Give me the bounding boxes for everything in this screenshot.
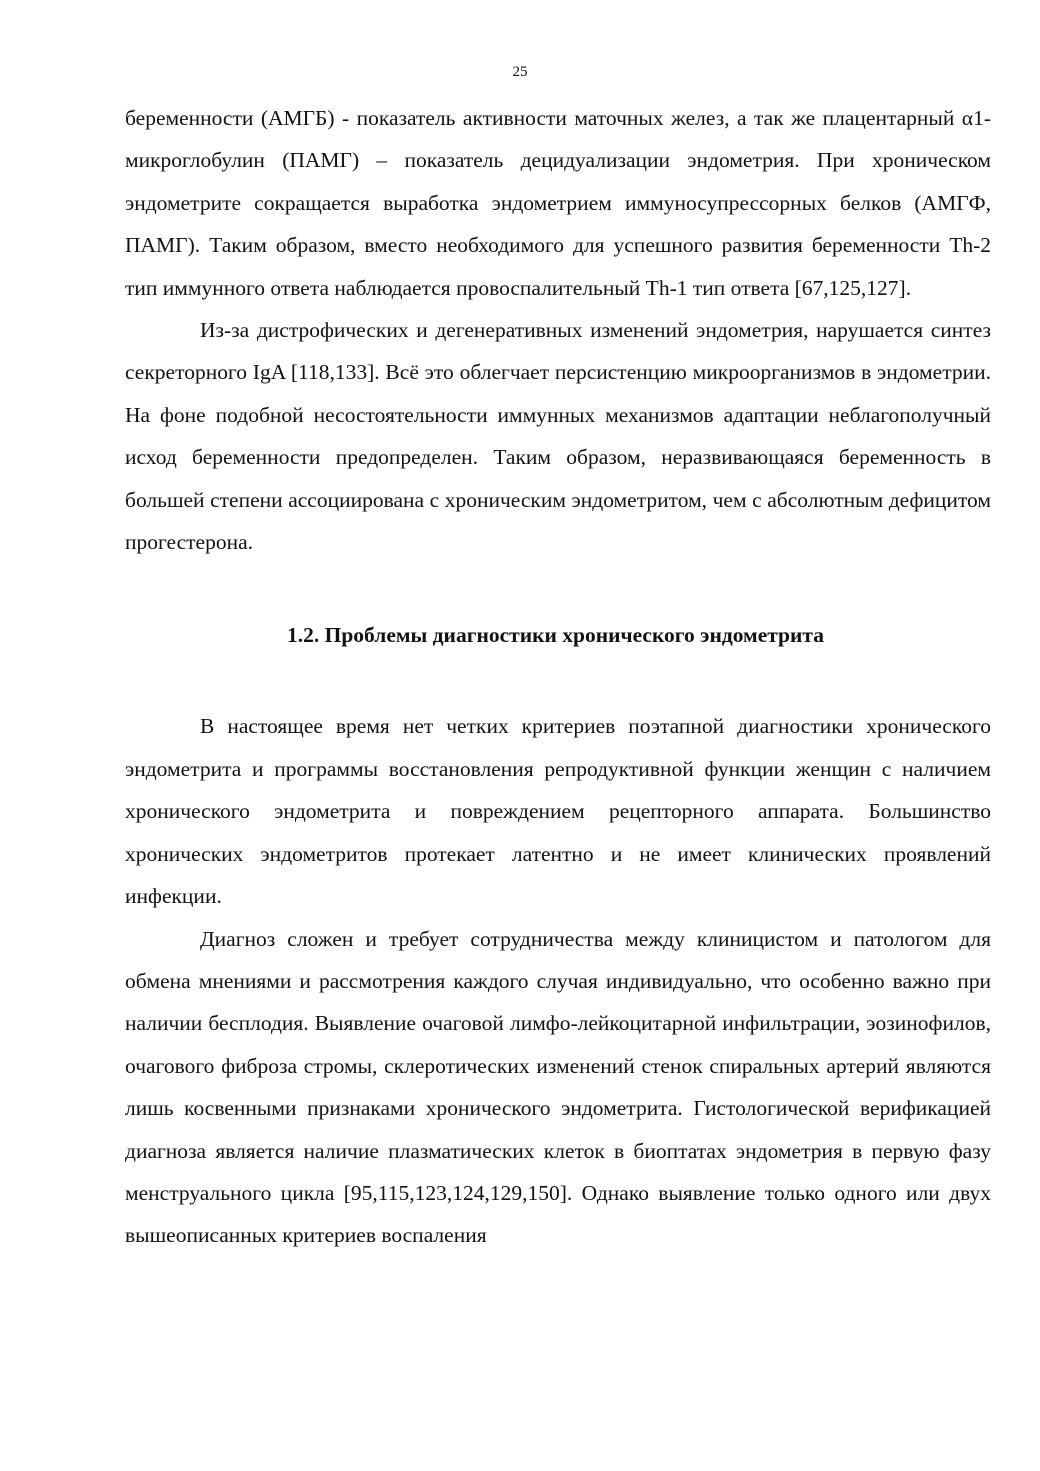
document-body	[125, 97, 991, 1257]
paragraph-3: В настоящее время нет четких критериев поэтапной диагностики хронического эндометрита и программы восстановления репродуктивной функции женщин с наличием хронического эндометрита и повреждением рецепторного аппарата. Большинство хронических эндометритов протекает латентно и не имеет клинических проявлений инфекции.	[125, 714, 991, 909]
page-number: 25	[512, 64, 528, 80]
paragraph-1: беременности (АМГБ) - показатель активности маточных желез, а так же плацентарный α1-микроглобулин (ПАМГ) – показатель децидуализации эндометрия. При хроническом эндометрите сокращается выработка эндометрием иммуносупрессорных белков (АМГФ, ПАМГ). Таким образом, вместо необходимого для успешного развития беременности Th-2 тип иммунного ответа наблюдается провоспалительный Th-1 тип ответа [67,125,127].	[125, 106, 991, 300]
paragraph-2: Из-за дистрофических и дегенеративных изменений эндометрия, нарушается синтез секреторного IgA [118,133]. Всё это облегчает персистенцию микроорганизмов в эндометрии. На фоне подобной несостоятельности иммунных механизмов адаптации неблагополучный исход беременности предопределен. Таким образом, неразвивающаяся беременность в большей степени ассоциирована с хроническим эндометритом, чем с абсолютным дефицитом прогестерона.	[125, 318, 991, 555]
paragraph-4: Диагноз сложен и требует сотрудничества между клиницистом и патологом для обмена мнениями и рассмотрения каждого случая индивидуально, что особенно важно при наличии бесплодия. Выявление очаговой лимфо-лейкоцитарной инфильтрации, эозинофилов, очагового фиброза стромы, склеротических изменений стенок спиральных артерий являются лишь косвенными признаками хронического эндометрита. Гистологической верификацией диагноза является наличие плазматических клеток в биоптатах эндометрия в первую фазу менструального цикла [95,115,123,124,129,150]. Однако выявление только одного или двух вышеописанных критериев воспаления	[125, 926, 991, 1248]
section-heading: 1.2. Проблемы диагностики хронического эндометрита	[287, 623, 824, 648]
